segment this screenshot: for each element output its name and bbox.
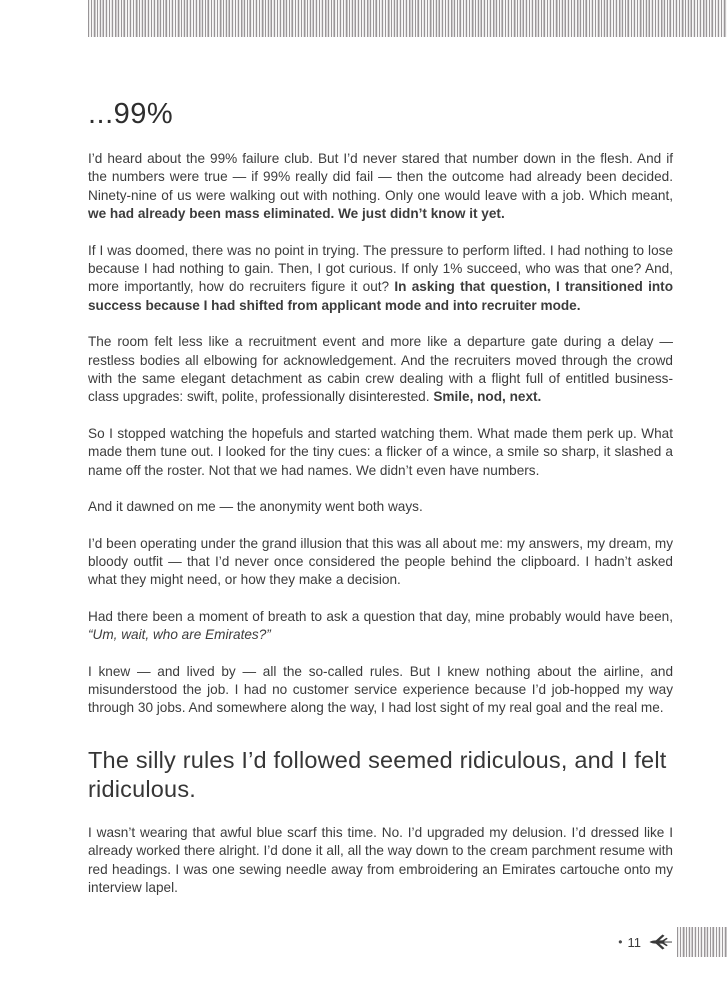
paragraph — [88, 425, 673, 480]
paragraph — [88, 824, 673, 898]
article — [88, 37, 673, 915]
article-body — [88, 150, 673, 897]
paragraph — [88, 242, 673, 316]
decorative-barcode-top — [88, 0, 727, 37]
text-segment: If I was doomed, there was no point in trying. The pressure to perform lifted. I had nothing to lose because I had nothing to gain. Then, I got curious. If only 1% succeed, who was that one? And, more importantly, how do recruiters figure it out? — [88, 242, 673, 295]
section-heading — [88, 746, 673, 804]
text-segment: “Um, wait, who are Emirates?” — [88, 627, 271, 643]
text-segment: we had already been mass eliminated. We just didn’t know it yet. — [88, 206, 505, 222]
text-segment: I knew — and lived by — all the so-called rules. But I knew nothing about the airline, and misunderstood the job. I had no customer service experience because I’d job-hopped my way through 30 jobs. And somewhere along the way, I had lost sight of my real goal and the real me. — [88, 663, 673, 716]
page-number: 11 — [627, 934, 641, 950]
paragraph — [88, 498, 673, 516]
text-segment: Had there been a moment of breath to ask a question that day, mine probably would have been, — [88, 608, 673, 624]
page-footer — [618, 927, 727, 957]
paragraph — [88, 333, 673, 407]
page-title: ...99% — [88, 98, 174, 130]
airplane-left-icon — [649, 933, 672, 951]
paragraph — [88, 535, 673, 590]
text-segment: In asking that question, I transitioned into success because I had shifted from applicant mode and into recruiter mode. — [88, 279, 673, 313]
text-segment: So I stopped watching the hopefuls and started watching them. What made them perk up. What made them tune out. I looked for the tiny cues: a flicker of a wince, a smile so sharp, it slashed a name off the roster. Not that we had names. We didn’t even have numbers. — [88, 425, 673, 478]
text-segment: I wasn’t wearing that awful blue scarf this time. No. I’d upgraded my delusion. I’d dressed like I already worked there alright. I’d done it all, all the way down to the cream parchment resume with red headings. I was one sewing needle away from embroidering an Emirates cartouche onto my interview lapel. — [88, 824, 673, 895]
text-segment: I’d heard about the 99% failure club. But I’d never stared that number down in the flesh. And if the numbers were true — if 99% really did fail — then the outcome had already been decided. Ninety-nine of us were walking out with nothing. Only one would leave with a job. Which meant, — [88, 151, 673, 203]
decorative-barcode-bottom — [677, 927, 727, 957]
text-segment: Smile, nod, next. — [433, 389, 542, 405]
text-segment: And it dawned on me — the anonymity went both ways. — [88, 499, 423, 515]
text-segment: The room felt less like a recruitment event and more like a departure gate during a delay — restless bodies all elbowing for acknowledgement. And the recruiters moved through the crowd with the same elegant detachment as cabin crew dealing with a flight full of entitled business-class upgrades: swift, polite, professionally disinterested. — [88, 334, 673, 405]
text-segment: I’d been operating under the grand illusion that this was all about me: my answers, my dream, my bloody outfit — that I’d never once considered the people behind the clipboard. I hadn’t asked what they might need, or how they make a decision. — [88, 535, 673, 588]
paragraph — [88, 663, 673, 718]
paragraph — [88, 608, 673, 645]
text-segment: The silly rules I’d followed seemed ridiculous, and I felt ridiculous. — [88, 746, 667, 802]
paragraph — [88, 150, 673, 224]
footer-bullet: • — [618, 935, 623, 949]
